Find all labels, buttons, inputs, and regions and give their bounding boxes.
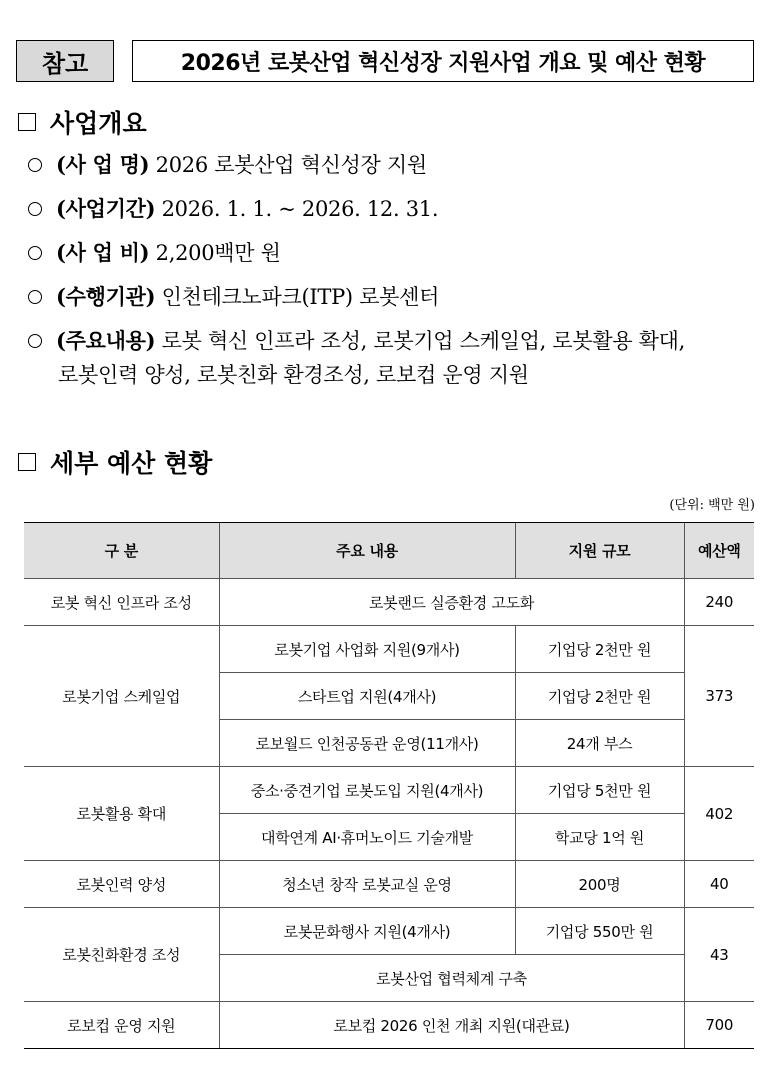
overview-item-agency <box>28 280 758 314</box>
item-label: (사 업 명) <box>56 152 150 177</box>
content-cell: 로보컵 2026 인천 개최 지원(대관료) <box>219 1002 684 1049</box>
section-title: 세부 예산 현황 <box>50 449 213 478</box>
budget-cell: 700 <box>684 1002 754 1049</box>
section-budget-heading <box>18 444 212 480</box>
doc-header <box>16 40 754 84</box>
scale-cell: 기업당 5천만 원 <box>515 767 684 814</box>
item-label: (사 업 비) <box>56 240 150 265</box>
scale-cell: 학교당 1억 원 <box>515 814 684 861</box>
budget-cell: 43 <box>684 908 754 1002</box>
circle-bullet-icon <box>28 202 42 216</box>
item-label: (사업기간) <box>56 196 156 221</box>
square-bullet-icon <box>18 113 36 131</box>
item-value: 인천테크노파크(ITP) 로봇센터 <box>155 285 440 309</box>
table-row <box>24 908 754 955</box>
content-cell: 대학연계 AI·휴머노이드 기술개발 <box>219 814 515 861</box>
category-cell: 로보컵 운영 지원 <box>24 1002 219 1049</box>
item-value: 2,200백만 원 <box>149 241 281 265</box>
category-cell: 로봇인력 양성 <box>24 861 219 908</box>
table-row <box>24 861 754 908</box>
column-header: 주요 내용 <box>219 523 515 579</box>
category-cell: 로봇기업 스케일업 <box>24 626 219 767</box>
overview-item-name <box>28 148 758 182</box>
overview-item-content <box>28 324 758 392</box>
budget-cell: 240 <box>684 579 754 626</box>
scale-cell: 24개 부스 <box>515 720 684 767</box>
table-row <box>24 579 754 626</box>
square-bullet-icon <box>18 453 36 471</box>
category-cell: 로봇 혁신 인프라 조성 <box>24 579 219 626</box>
scale-cell: 200명 <box>515 861 684 908</box>
item-value: 2026. 1. 1. ~ 2026. 12. 31. <box>155 197 439 221</box>
column-header: 지원 규모 <box>515 523 684 579</box>
scale-cell: 기업당 550만 원 <box>515 908 684 955</box>
section-title: 사업개요 <box>50 109 147 138</box>
scale-cell: 기업당 2천만 원 <box>515 673 684 720</box>
column-header: 예산액 <box>684 523 754 579</box>
circle-bullet-icon <box>28 334 42 348</box>
scale-cell: 기업당 2천만 원 <box>515 626 684 673</box>
item-value-continued: 로봇인력 양성, 로봇친화 환경조성, 로보컵 운영 지원 <box>58 363 529 387</box>
overview-item-period <box>28 192 758 226</box>
content-cell: 로봇랜드 실증환경 고도화 <box>219 579 684 626</box>
budget-table <box>24 522 754 1049</box>
table-row <box>24 1002 754 1049</box>
column-header: 구 분 <box>24 523 219 579</box>
content-cell: 스타트업 지원(4개사) <box>219 673 515 720</box>
content-cell: 청소년 창작 로봇교실 운영 <box>219 861 515 908</box>
content-cell: 중소·중견기업 로봇도입 지원(4개사) <box>219 767 515 814</box>
item-label: (주요내용) <box>56 328 156 353</box>
content-cell: 로봇기업 사업화 지원(9개사) <box>219 626 515 673</box>
doc-title: 2026년 로봇산업 혁신성장 지원사업 개요 및 예산 현황 <box>132 40 754 82</box>
budget-cell: 40 <box>684 861 754 908</box>
reference-tag: 참고 <box>16 40 114 82</box>
overview-item-cost <box>28 236 758 270</box>
table-row <box>24 767 754 814</box>
budget-cell: 373 <box>684 626 754 767</box>
content-cell: 로봇산업 협력체계 구축 <box>219 955 684 1002</box>
budget-cell: 402 <box>684 767 754 861</box>
circle-bullet-icon <box>28 290 42 304</box>
table-header-row <box>24 523 754 579</box>
category-cell: 로봇친화환경 조성 <box>24 908 219 1002</box>
item-label: (수행기관) <box>56 284 156 309</box>
circle-bullet-icon <box>28 246 42 260</box>
circle-bullet-icon <box>28 158 42 172</box>
category-cell: 로봇활용 확대 <box>24 767 219 861</box>
item-value: 로봇 혁신 인프라 조성, 로봇기업 스케일업, 로봇활용 확대, <box>155 329 686 353</box>
unit-label: (단위: 백만 원) <box>669 498 755 513</box>
content-cell: 로보월드 인천공동관 운영(11개사) <box>219 720 515 767</box>
content-cell: 로봇문화행사 지원(4개사) <box>219 908 515 955</box>
item-value: 2026 로봇산업 혁신성장 지원 <box>149 153 427 177</box>
section-overview-heading <box>18 104 147 140</box>
table-row <box>24 626 754 673</box>
